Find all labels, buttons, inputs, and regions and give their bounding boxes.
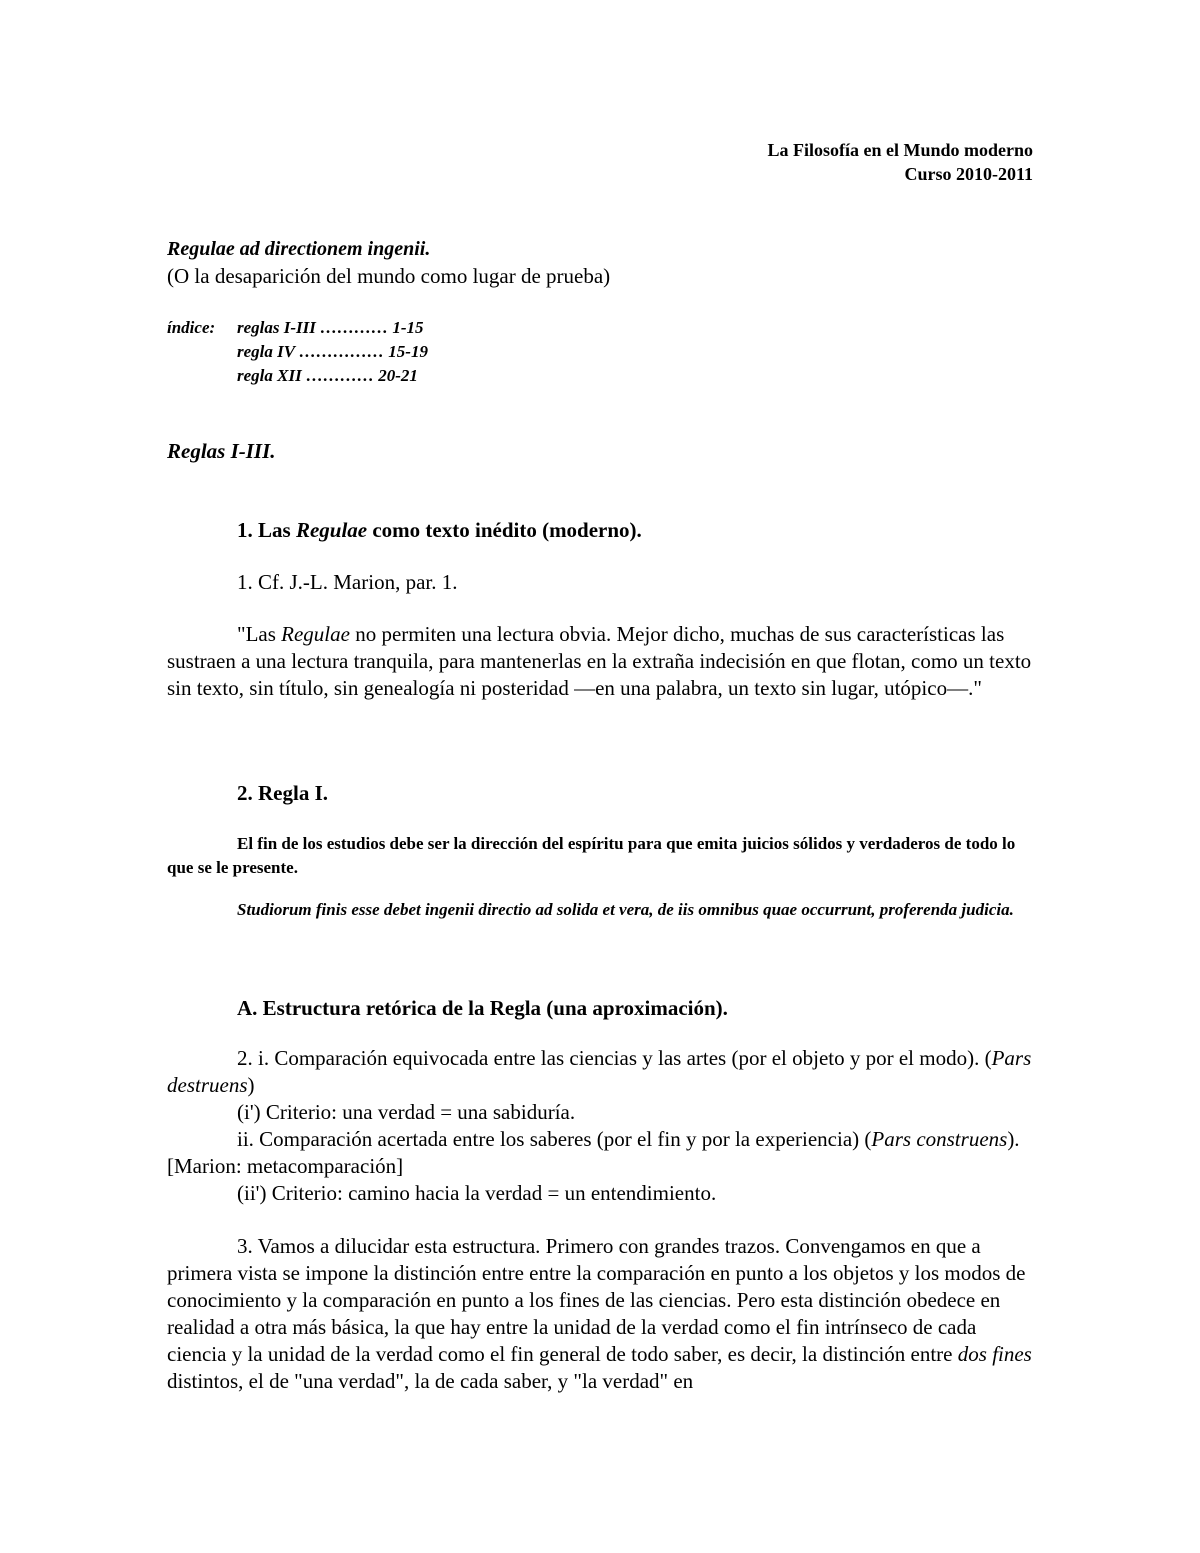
heading-1-number: 1. Las bbox=[237, 518, 291, 542]
course-year: Curso 2010-2011 bbox=[904, 164, 1033, 184]
document-title: Regulae ad directionem ingenii. bbox=[167, 238, 431, 260]
structure-line-1-text: 2. i. Comparación equivocada entre las ciencias y las artes (por el objeto y por el modo). ( bbox=[237, 1046, 992, 1070]
quote-rest: no permiten una lectura obvia. Mejor dicho, muchas de sus características las sustraen a una lectura tranquila, para mantenerlas en la extraña indecisión en que flotan, como un texto sin texto, sin título, sin genealogía ni posteridad —en una palabra, un texto sin lugar, utópico—." bbox=[167, 622, 1032, 700]
document-subtitle: (O la desaparición del mundo como lugar de prueba) bbox=[167, 264, 611, 288]
structure-line-1-end: ) bbox=[247, 1073, 255, 1097]
heading-2: 2. Regla I. bbox=[237, 781, 328, 805]
table-of-contents bbox=[167, 316, 428, 388]
paragraph-3-end: distintos, el de "una verdad", la de cada saber, y "la verdad" en bbox=[167, 1369, 694, 1393]
heading-1-emphasis: Regulae bbox=[295, 518, 368, 542]
heading-3: A. Estructura retórica de la Regla (una aproximación). bbox=[237, 996, 728, 1020]
section-title: Reglas I-III. bbox=[167, 439, 276, 463]
structure-line-3 bbox=[167, 1126, 1033, 1180]
structure-line-1 bbox=[167, 1045, 1033, 1099]
toc-row bbox=[167, 316, 428, 340]
course-title: La Filosofía en el Mundo moderno bbox=[767, 140, 1033, 160]
heading-1 bbox=[237, 517, 642, 544]
paragraph-3-start: 3. Vamos a dilucidar esta estructura. Primero con grandes trazos. Convengamos en que a primera vista se impone la distinción entre entre la comparación en punto a los objetos y los modos de conocimiento y la comparación en punto a los fines de las ciencias. Pero esta distinción obedece en realidad a otra más básica, la que hay entre la unidad de la verdad como el fin intrínseco de cada ciencia y la unidad de la verdad como el fin general de todo saber, es decir, la distinción entre bbox=[167, 1234, 1026, 1366]
rule-latin: Studiorum finis esse debet ingenii directio ad solida et vera, de iis omnibus quae occurrunt, proferenda judicia. bbox=[237, 900, 1014, 919]
paragraph-3 bbox=[167, 1233, 1033, 1395]
structure-line-4: (ii') Criterio: camino hacia la verdad = un entendimiento. bbox=[237, 1181, 717, 1205]
structure-line-1-emphasis: Pars destruens bbox=[167, 1046, 1032, 1097]
structure-line-3-text: ii. Comparación acertada entre los saberes (por el fin y por la experiencia) ( bbox=[237, 1127, 872, 1151]
course-header bbox=[767, 138, 1033, 186]
heading-1-rest: como texto inédito (moderno). bbox=[372, 518, 642, 542]
toc-entry: reglas I-III ………… 1-15 bbox=[237, 318, 424, 337]
structure-line-3-end: ). [Marion: metacomparación] bbox=[167, 1127, 1020, 1178]
structure-line-3-emphasis: Pars construens bbox=[871, 1127, 1008, 1151]
toc-entry: regla IV …………… 15-19 bbox=[237, 342, 428, 361]
rule-spanish: El fin de los estudios debe ser la dirección del espíritu para que emita juicios sólidos y verdaderos de todo lo que se le presente. bbox=[167, 834, 1016, 877]
toc-row bbox=[167, 340, 428, 364]
toc-entry: regla XII ………… 20-21 bbox=[237, 366, 418, 385]
structure-block bbox=[167, 1045, 1033, 1207]
quote-open: "Las bbox=[237, 622, 276, 646]
quote-emphasis: Regulae bbox=[281, 622, 350, 646]
paragraph-cf: 1. Cf. J.-L. Marion, par. 1. bbox=[237, 570, 458, 594]
toc-label: índice: bbox=[167, 318, 216, 337]
structure-line-2: (i') Criterio: una verdad = una sabiduría. bbox=[237, 1100, 576, 1124]
toc-row bbox=[167, 364, 428, 388]
paragraph-3-emphasis: dos fines bbox=[957, 1342, 1032, 1366]
quote-paragraph bbox=[167, 621, 1033, 702]
